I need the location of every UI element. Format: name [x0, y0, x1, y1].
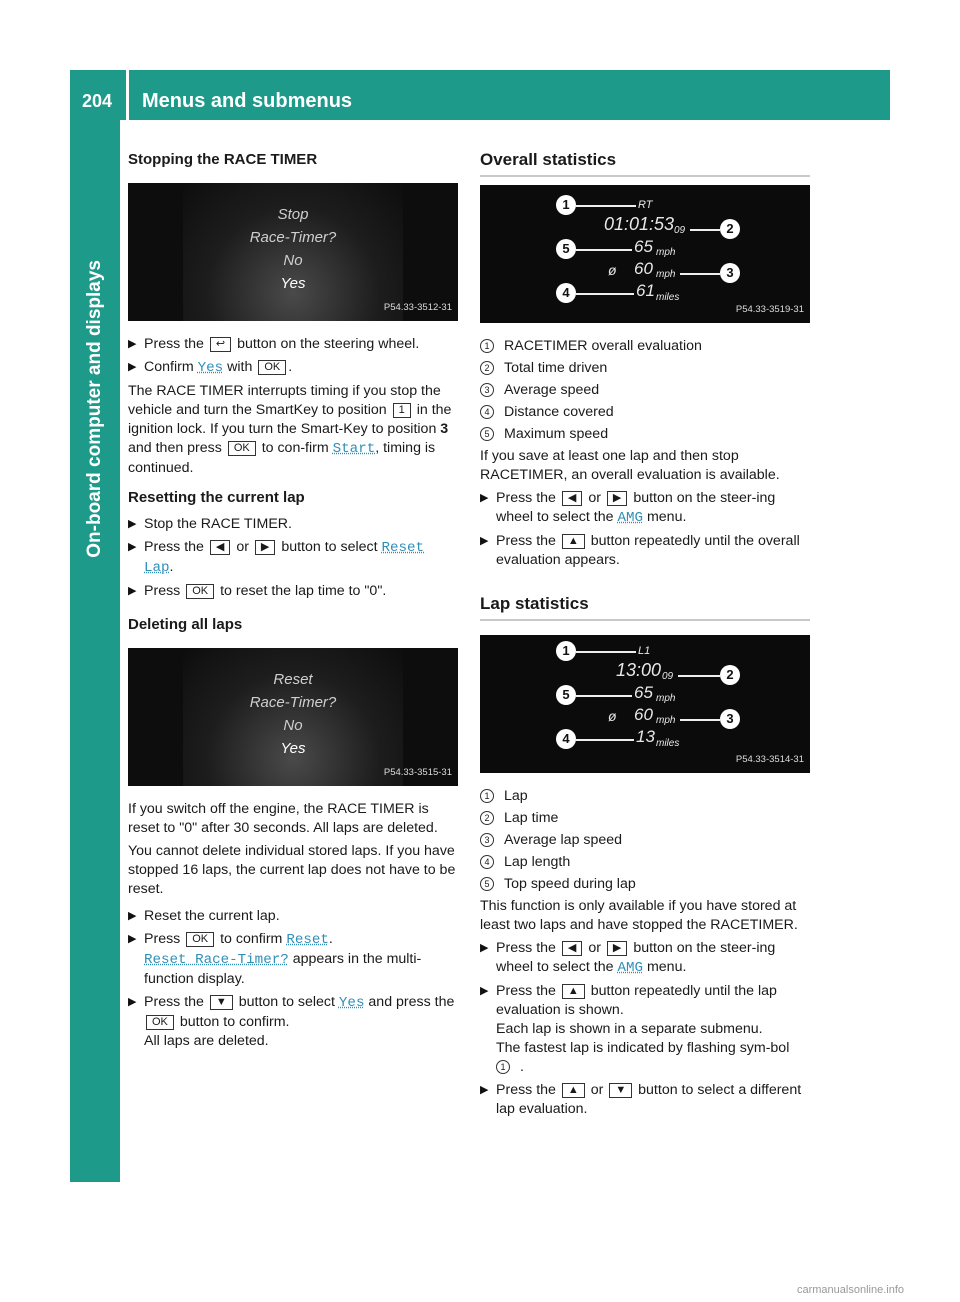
step: ▶ Reset the current lap. — [128, 907, 460, 926]
display-line: Race-Timer? — [249, 694, 337, 711]
callout-number-icon: 3 — [480, 383, 494, 397]
legend-item — [480, 337, 810, 356]
step: ▶ Press the ▲ or ▼ button to select a different lap evaluation. — [480, 1081, 810, 1119]
callout-number-icon: 4 — [480, 405, 494, 419]
legend-lap — [480, 787, 810, 894]
step: ▶ Press the ◀ or ▶ button on the steer-ing wheel to select the AMG menu. — [480, 939, 810, 978]
ok-button-icon: OK — [186, 932, 214, 947]
legend-item — [480, 381, 810, 400]
display-term: Reset Race-Timer? — [144, 952, 289, 968]
legend-item — [480, 787, 810, 806]
ok-button-icon: OK — [258, 360, 286, 375]
display-line: No — [283, 252, 303, 269]
legend-text: Lap length — [504, 854, 571, 870]
callout-number-icon: 3 — [480, 833, 494, 847]
heading-stopping-race-timer: Stopping the RACE TIMER — [128, 151, 318, 168]
step: ▶ Press the ▲ button repeatedly until the overall evaluation appears. — [480, 532, 810, 570]
callout-number-icon: 5 — [480, 427, 494, 441]
display-image-overall-stats: 1 RT 01:01:53 09 2 5 65 mph ø 60 mph 3 4 61 miles P54.33-3519-31 — [480, 185, 810, 323]
footer-watermark: carmanualsonline.info — [796, 1284, 904, 1296]
legend-overall — [480, 337, 810, 444]
right-column — [480, 150, 810, 1123]
ok-button-icon: OK — [228, 441, 256, 456]
display-line: Stop — [277, 206, 309, 223]
legend-text: Top speed during lap — [504, 876, 636, 892]
callout-ref-icon: 1 — [496, 1060, 510, 1074]
legend-text: Total time driven — [504, 360, 608, 376]
header-divider — [126, 70, 129, 120]
image-code: P54.33-3515-31 — [383, 767, 452, 778]
left-arrow-icon: ◀ — [562, 491, 582, 506]
right-arrow-icon: ▶ — [255, 540, 275, 555]
display-image-stop-timer — [128, 183, 458, 321]
display-line-selected: Yes — [280, 740, 306, 757]
callout-2: 2 — [720, 665, 740, 685]
paragraph: This function is only available if you have stored at least two laps and have stopped the RACETIMER. — [480, 898, 798, 933]
callout-3: 3 — [720, 263, 740, 283]
legend-item — [480, 831, 810, 850]
up-arrow-icon: ▲ — [562, 984, 585, 999]
heading-deleting-laps: Deleting all laps — [128, 616, 243, 633]
down-arrow-icon: ▼ — [609, 1083, 632, 1098]
step: ▶ Stop the RACE TIMER. — [128, 515, 460, 534]
left-arrow-icon: ◀ — [210, 540, 230, 555]
key-position-1-icon: 1 — [393, 403, 411, 418]
display-term: Yes — [338, 995, 365, 1011]
ok-button-icon: OK — [186, 584, 214, 599]
right-arrow-icon: ▶ — [607, 491, 627, 506]
legend-item — [480, 403, 810, 422]
heading-overall-statistics: Overall statistics — [480, 150, 810, 177]
callout-number-icon: 1 — [480, 339, 494, 353]
step: ▶ Confirm Yes with OK . — [128, 358, 460, 378]
step: ▶ Press the ▼ button to select Yes and press the OK button to confirm. All laps are deleted. — [128, 993, 460, 1051]
callout-1: 1 — [556, 195, 576, 215]
legend-text: RACETIMER overall evaluation — [504, 338, 702, 354]
legend-item — [480, 875, 810, 894]
display-term: Start — [332, 441, 376, 457]
display-term: Reset Lap — [144, 540, 425, 576]
section-sidebar — [70, 120, 120, 1182]
image-code: P54.33-3512-31 — [383, 302, 452, 313]
up-arrow-icon: ▲ — [562, 1083, 585, 1098]
heading-lap-statistics: Lap statistics — [480, 594, 810, 621]
down-arrow-icon: ▼ — [210, 995, 233, 1010]
step: ▶ Press the ↩ button on the steering wheel. — [128, 335, 460, 354]
heading-resetting-lap: Resetting the current lap — [128, 489, 305, 506]
callout-number-icon: 5 — [480, 877, 494, 891]
left-arrow-icon: ◀ — [562, 941, 582, 956]
callout-2: 2 — [720, 219, 740, 239]
sidebar-label: On-board computer and displays — [84, 260, 105, 558]
step: ▶ Press OK to reset the lap time to "0". — [128, 582, 460, 601]
display-line: Race-Timer? — [249, 229, 337, 246]
callout-1: 1 — [556, 641, 576, 661]
display-line-selected: Yes — [280, 275, 306, 292]
right-arrow-icon: ▶ — [607, 941, 627, 956]
display-term: AMG — [617, 510, 644, 526]
step: ▶ Press OK to confirm Reset. Reset Race-Timer? appears in the multi-function display. — [128, 930, 460, 989]
callout-3: 3 — [720, 709, 740, 729]
callout-number-icon: 2 — [480, 811, 494, 825]
paragraph: You cannot delete individual stored laps. If you have stopped 16 laps, the current lap does not have to be reset. — [128, 843, 456, 897]
up-arrow-icon: ▲ — [562, 534, 585, 549]
step: ▶ Press the ◀ or ▶ button on the steer-ing wheel to select the AMG menu. — [480, 489, 810, 528]
legend-text: Average lap speed — [504, 832, 623, 848]
callout-4: 4 — [556, 729, 576, 749]
image-code: P54.33-3519-31 — [735, 304, 804, 315]
legend-text: Average speed — [504, 382, 600, 398]
display-line: Reset — [273, 671, 313, 688]
paragraph: If you save at least one lap and then stop RACETIMER, an overall evaluation is available. — [480, 448, 780, 483]
page-header — [70, 70, 890, 120]
display-line: No — [283, 717, 303, 734]
legend-text: Distance covered — [504, 404, 614, 420]
callout-number-icon: 2 — [480, 361, 494, 375]
callout-5: 5 — [556, 685, 576, 705]
image-code: P54.33-3514-31 — [735, 754, 804, 765]
legend-item — [480, 809, 810, 828]
step: ▶ Press the ◀ or ▶ button to select Reset Lap. — [128, 538, 460, 578]
display-term: Reset — [286, 932, 329, 948]
back-button-icon: ↩ — [210, 337, 231, 352]
legend-text: Lap time — [504, 810, 559, 826]
paragraph: If you switch off the engine, the RACE TIMER is reset to "0" after 30 seconds. All laps are deleted. — [128, 801, 438, 836]
display-term: AMG — [617, 960, 644, 976]
chapter-title: Menus and submenus — [142, 90, 353, 112]
page-number: 204 — [82, 91, 113, 111]
step: ▶ Press the ▲ button repeatedly until the lap evaluation is shown. Each lap is shown in a separate submenu. The fastest lap is indicated by flashing sym-bol 1 . — [480, 982, 810, 1077]
legend-text: Maximum speed — [504, 426, 609, 442]
legend-item — [480, 853, 810, 872]
display-term: Yes — [197, 360, 224, 376]
legend-item — [480, 359, 810, 378]
ok-button-icon: OK — [146, 1015, 174, 1030]
legend-item — [480, 425, 810, 444]
callout-number-icon: 4 — [480, 855, 494, 869]
display-image-lap-stats: 1 L1 13:00 09 2 5 65 mph ø 60 mph 3 4 13 miles P54.33-3514-31 — [480, 635, 810, 773]
callout-5: 5 — [556, 239, 576, 259]
left-column — [128, 150, 460, 1055]
callout-number-icon: 1 — [480, 789, 494, 803]
paragraph: The RACE TIMER interrupts timing if you stop the vehicle and turn the SmartKey to position 1 in the ignition lock. If you turn the Smart-Key to position 3 and then press OK to con-firm Start, timing is continued. — [128, 383, 452, 476]
display-image-reset-timer — [128, 648, 458, 786]
legend-text: Lap — [504, 788, 528, 804]
callout-4: 4 — [556, 283, 576, 303]
